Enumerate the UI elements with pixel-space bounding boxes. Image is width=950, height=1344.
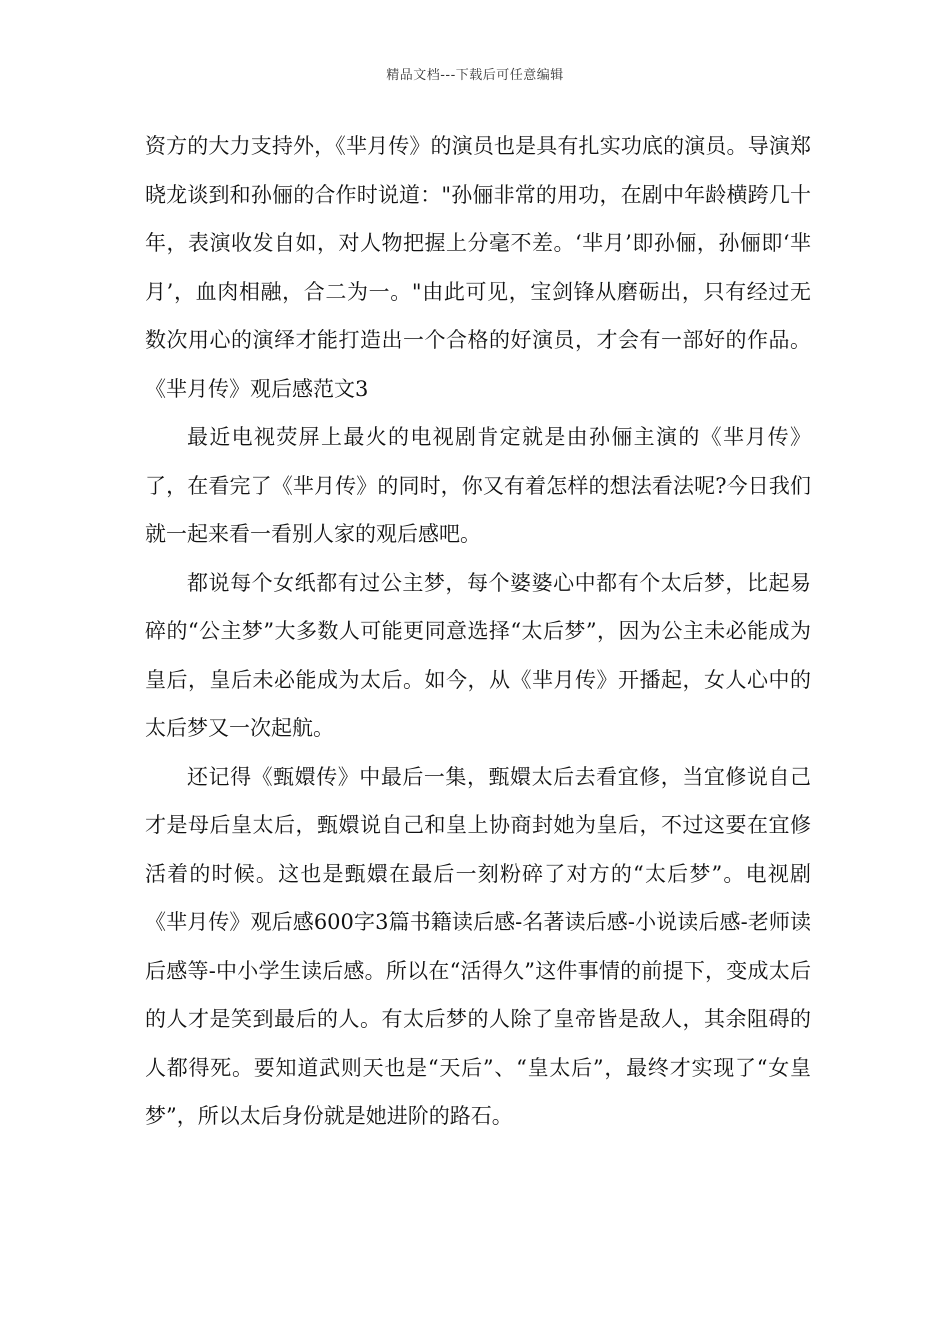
document-body <box>145 122 811 1141</box>
paragraph-4: 还记得《甄嬛传》中最后一集，甄嬛太后去看宜修，当宜修说自己才是母后皇太后，甄嬛说自己和皇上协商封她为皇后，不过这要在宜修活着的时候。这也是甄嬛在最后一刻粉碎了对方的“太后梦”。电视剧《芈月传》观后感600字3篇书籍读后感-名著读后感-小说读后感-老师读后感等-中小学生读后感。所以在“活得久”这件事情的前提下，变成太后的人才是笑到最后的人。有太后梦的人除了皇帝皆是敌人，其余阻碍的人都得死。要知道武则天也是“天后”、“皇太后”，最终才实现了“女皇梦”，所以太后身份就是她进阶的路石。 <box>145 764 811 1128</box>
paragraph-3: 都说每个女纸都有过公主梦，每个婆婆心中都有个太后梦，比起易碎的“公主梦”大多数人可能更同意选择“太后梦”，因为公主未必能成为皇后，皇后未必能成为太后。如今，从《芈月传》开播起，女人心中的太后梦又一次起航。 <box>145 570 811 740</box>
paragraph-2: 最近电视荧屏上最火的电视剧肯定就是由孙俪主演的《芈月传》了，在看完了《芈月传》的同时，你又有着怎样的想法看法呢?今日我们就一起来看一看别人家的观后感吧。 <box>145 425 811 546</box>
paragraph-1: 资方的大力支持外，《芈月传》的演员也是具有扎实功底的演员。导演郑晓龙谈到和孙俪的合作时说道："孙俪非常的用功，在剧中年龄横跨几十年，表演收发自如，对人物把握上分毫不差。‘芈月’即孙俪，孙俪即‘芈月’，血肉相融，合二为一。"由此可见，宝剑锋从磨砺出，只有经过无数次用心的演绎才能打造出一个合格的好演员，才会有一部好的作品。《芈月传》观后感范文3 <box>145 134 811 401</box>
page-header: 精品文档---下载后可任意编辑 <box>386 68 564 83</box>
